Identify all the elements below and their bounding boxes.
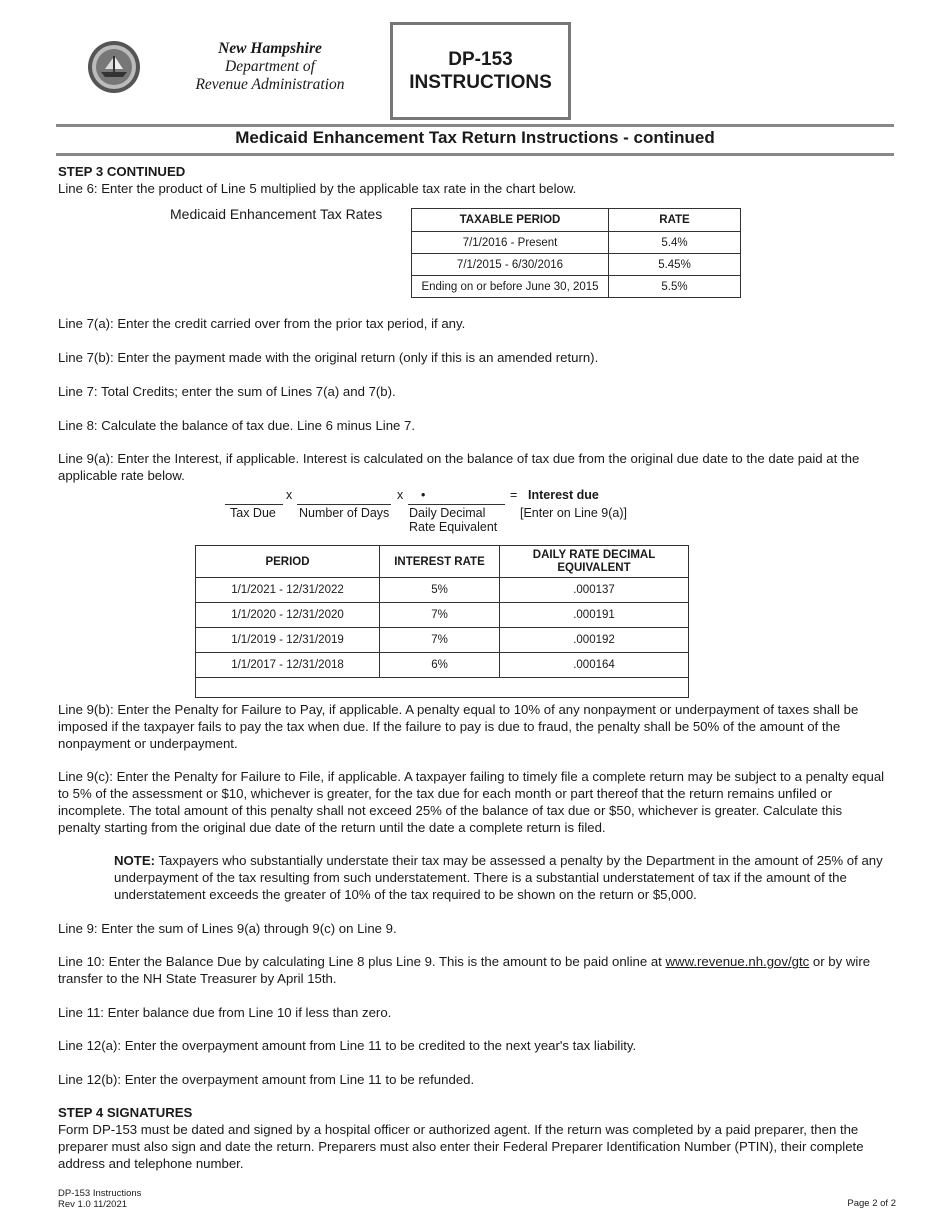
line10-pre: Line 10: Enter the Balance Due by calculating Line 8 plus Line 9. This is the amount to be paid online at — [58, 954, 662, 969]
page-number: Page 2 of 2 — [847, 1198, 896, 1209]
line9c-text: Line 9(c): Enter the Penalty for Failure to File, if applicable. A taxpayer failing to timely file a complete return may be subject to a penalty equal to 5% of the assessment or $10, whichever is greater, for the tax due for each month or part thereof that the return remains unfiled or incomplete. The total amount of this penalty shall not exceed 25% of the balance of tax due or $50, whichever is greater. Calculate this penalty starting from the original due date of the return until the date a complete return is filed. — [58, 769, 885, 835]
interest-header-rate: INTEREST RATE — [380, 546, 500, 578]
formula-label-rate-1: Daily Decimal — [409, 506, 486, 520]
interest-period: 1/1/2020 - 12/31/2020 — [196, 603, 380, 628]
rates-header-rate: RATE — [609, 209, 741, 232]
line12b-text: Line 12(b): Enter the overpayment amount from Line 11 to be refunded. — [58, 1072, 475, 1087]
footer-revision: Rev 1.0 11/2021 — [58, 1199, 128, 1210]
line10-post: or by wire transfer to the NH State Treasurer by April 15th. — [58, 954, 871, 986]
interest-rate-table — [195, 545, 689, 698]
interest-formula — [0, 0, 950, 540]
formula-multiply-1: x — [286, 488, 293, 502]
rates-header-period: TAXABLE PERIOD — [412, 209, 609, 232]
line12a-text: Line 12(a): Enter the overpayment amount from Line 11 to be credited to the next year's tax liability. — [58, 1038, 637, 1053]
interest-daily: .000191 — [500, 603, 689, 628]
agency-division: Revenue Administration — [195, 76, 345, 93]
interest-daily: .000192 — [500, 628, 689, 653]
formula-label-result: [Enter on Line 9(a)] — [520, 506, 628, 520]
form-number: DP-153 — [448, 49, 513, 70]
interest-daily: .000137 — [500, 578, 689, 603]
formula-label-rate-2: Rate Equivalent — [409, 520, 498, 534]
interest-rate: 7% — [380, 628, 500, 653]
agency-department: Department of — [225, 58, 315, 75]
formula-label-tax-due: Tax Due — [230, 506, 276, 520]
step3-heading: STEP 3 CONTINUED — [58, 164, 186, 179]
table-row — [196, 628, 689, 653]
line8-text: Line 8: Calculate the balance of tax due. Line 6 minus Line 7. — [58, 418, 416, 433]
interest-period: 1/1/2021 - 12/31/2022 — [196, 578, 380, 603]
table-row-empty — [196, 678, 689, 698]
rates-caption: Medicaid Enhancement Tax Rates — [170, 206, 383, 222]
page-title: Medicaid Enhancement Tax Return Instructions - continued — [235, 128, 715, 147]
formula-label-days: Number of Days — [299, 506, 390, 520]
formula-decimal-point: • — [421, 488, 426, 502]
form-type: INSTRUCTIONS — [409, 72, 552, 93]
interest-header-daily: DAILY RATE DECIMAL EQUIVALENT — [500, 546, 689, 578]
line9-text: Line 9: Enter the sum of Lines 9(a) through 9(c) on Line 9. — [58, 921, 397, 936]
rates-rate: 5.45% — [609, 254, 741, 276]
line7b-text: Line 7(b): Enter the payment made with the original return (only if this is an amended return). — [58, 350, 599, 365]
line11-text: Line 11: Enter balance due from Line 10 if less than zero. — [58, 1005, 392, 1020]
formula-multiply-2: x — [397, 488, 404, 502]
table-row — [196, 578, 689, 603]
footer-form-name: DP-153 Instructions — [58, 1188, 142, 1199]
line7-text: Line 7: Total Credits; enter the sum of Lines 7(a) and 7(b). — [58, 384, 396, 399]
interest-header-period: PERIOD — [196, 546, 380, 578]
line6-text: Line 6: Enter the product of Line 5 multiplied by the applicable tax rate in the chart below. — [58, 181, 577, 196]
gtc-link[interactable]: www.revenue.nh.gov/gtc — [665, 954, 810, 969]
interest-rate: 6% — [380, 653, 500, 678]
agency-state: New Hampshire — [218, 40, 322, 57]
line9b-text: Line 9(b): Enter the Penalty for Failure to Pay, if applicable. A penalty equal to 10% of any nonpayment or underpayment of taxes shall be imposed if the taxpayer fails to pay the tax when due. If the failure to pay is due to fraud, the penalty shall be 50% of the amount of the nonpayment or underpayment. — [58, 702, 859, 751]
step4-heading: STEP 4 SIGNATURES — [58, 1105, 193, 1120]
interest-daily: .000164 — [500, 653, 689, 678]
line7a-text: Line 7(a): Enter the credit carried over from the prior tax period, if any. — [58, 316, 466, 331]
note-text: Taxpayers who substantially understate their tax may be assessed a penalty by the Department in the amount of 25% of any underpayment of the tax resulting from such understatement. There is a substantial understatement of tax if the amount of the understatement exceeds the greater of 10% of the tax required to be shown on the return or $5,000. — [114, 853, 883, 902]
formula-equals: = — [510, 488, 518, 502]
interest-rate: 5% — [380, 578, 500, 603]
rates-period: 7/1/2015 - 6/30/2016 — [412, 254, 609, 276]
table-row — [196, 653, 689, 678]
rates-period: 7/1/2016 - Present — [412, 232, 609, 254]
interest-period: 1/1/2019 - 12/31/2019 — [196, 628, 380, 653]
footer-form-info — [58, 1188, 141, 1210]
rates-period: Ending on or before June 30, 2015 — [412, 276, 609, 298]
formula-result: Interest due — [528, 488, 599, 502]
rates-rate: 5.5% — [609, 276, 741, 298]
note-block — [114, 852, 886, 903]
step4-text: Form DP-153 must be dated and signed by a hospital officer or authorized agent. If the return was completed by a paid preparer, then the preparer must also sign and date the return. Preparers must also enter their Federal Preparer Identification Number (PTIN), their complete address and telephone number. — [58, 1122, 864, 1171]
line9a-text: Line 9(a): Enter the Interest, if applicable. Interest is calculated on the balance of tax due from the original due date to the date paid at the applicable rate below. — [58, 451, 860, 483]
interest-rate: 7% — [380, 603, 500, 628]
rates-rate: 5.4% — [609, 232, 741, 254]
interest-period: 1/1/2017 - 12/31/2018 — [196, 653, 380, 678]
note-label: NOTE: — [114, 853, 156, 868]
line10-text — [58, 953, 888, 987]
table-row — [196, 603, 689, 628]
